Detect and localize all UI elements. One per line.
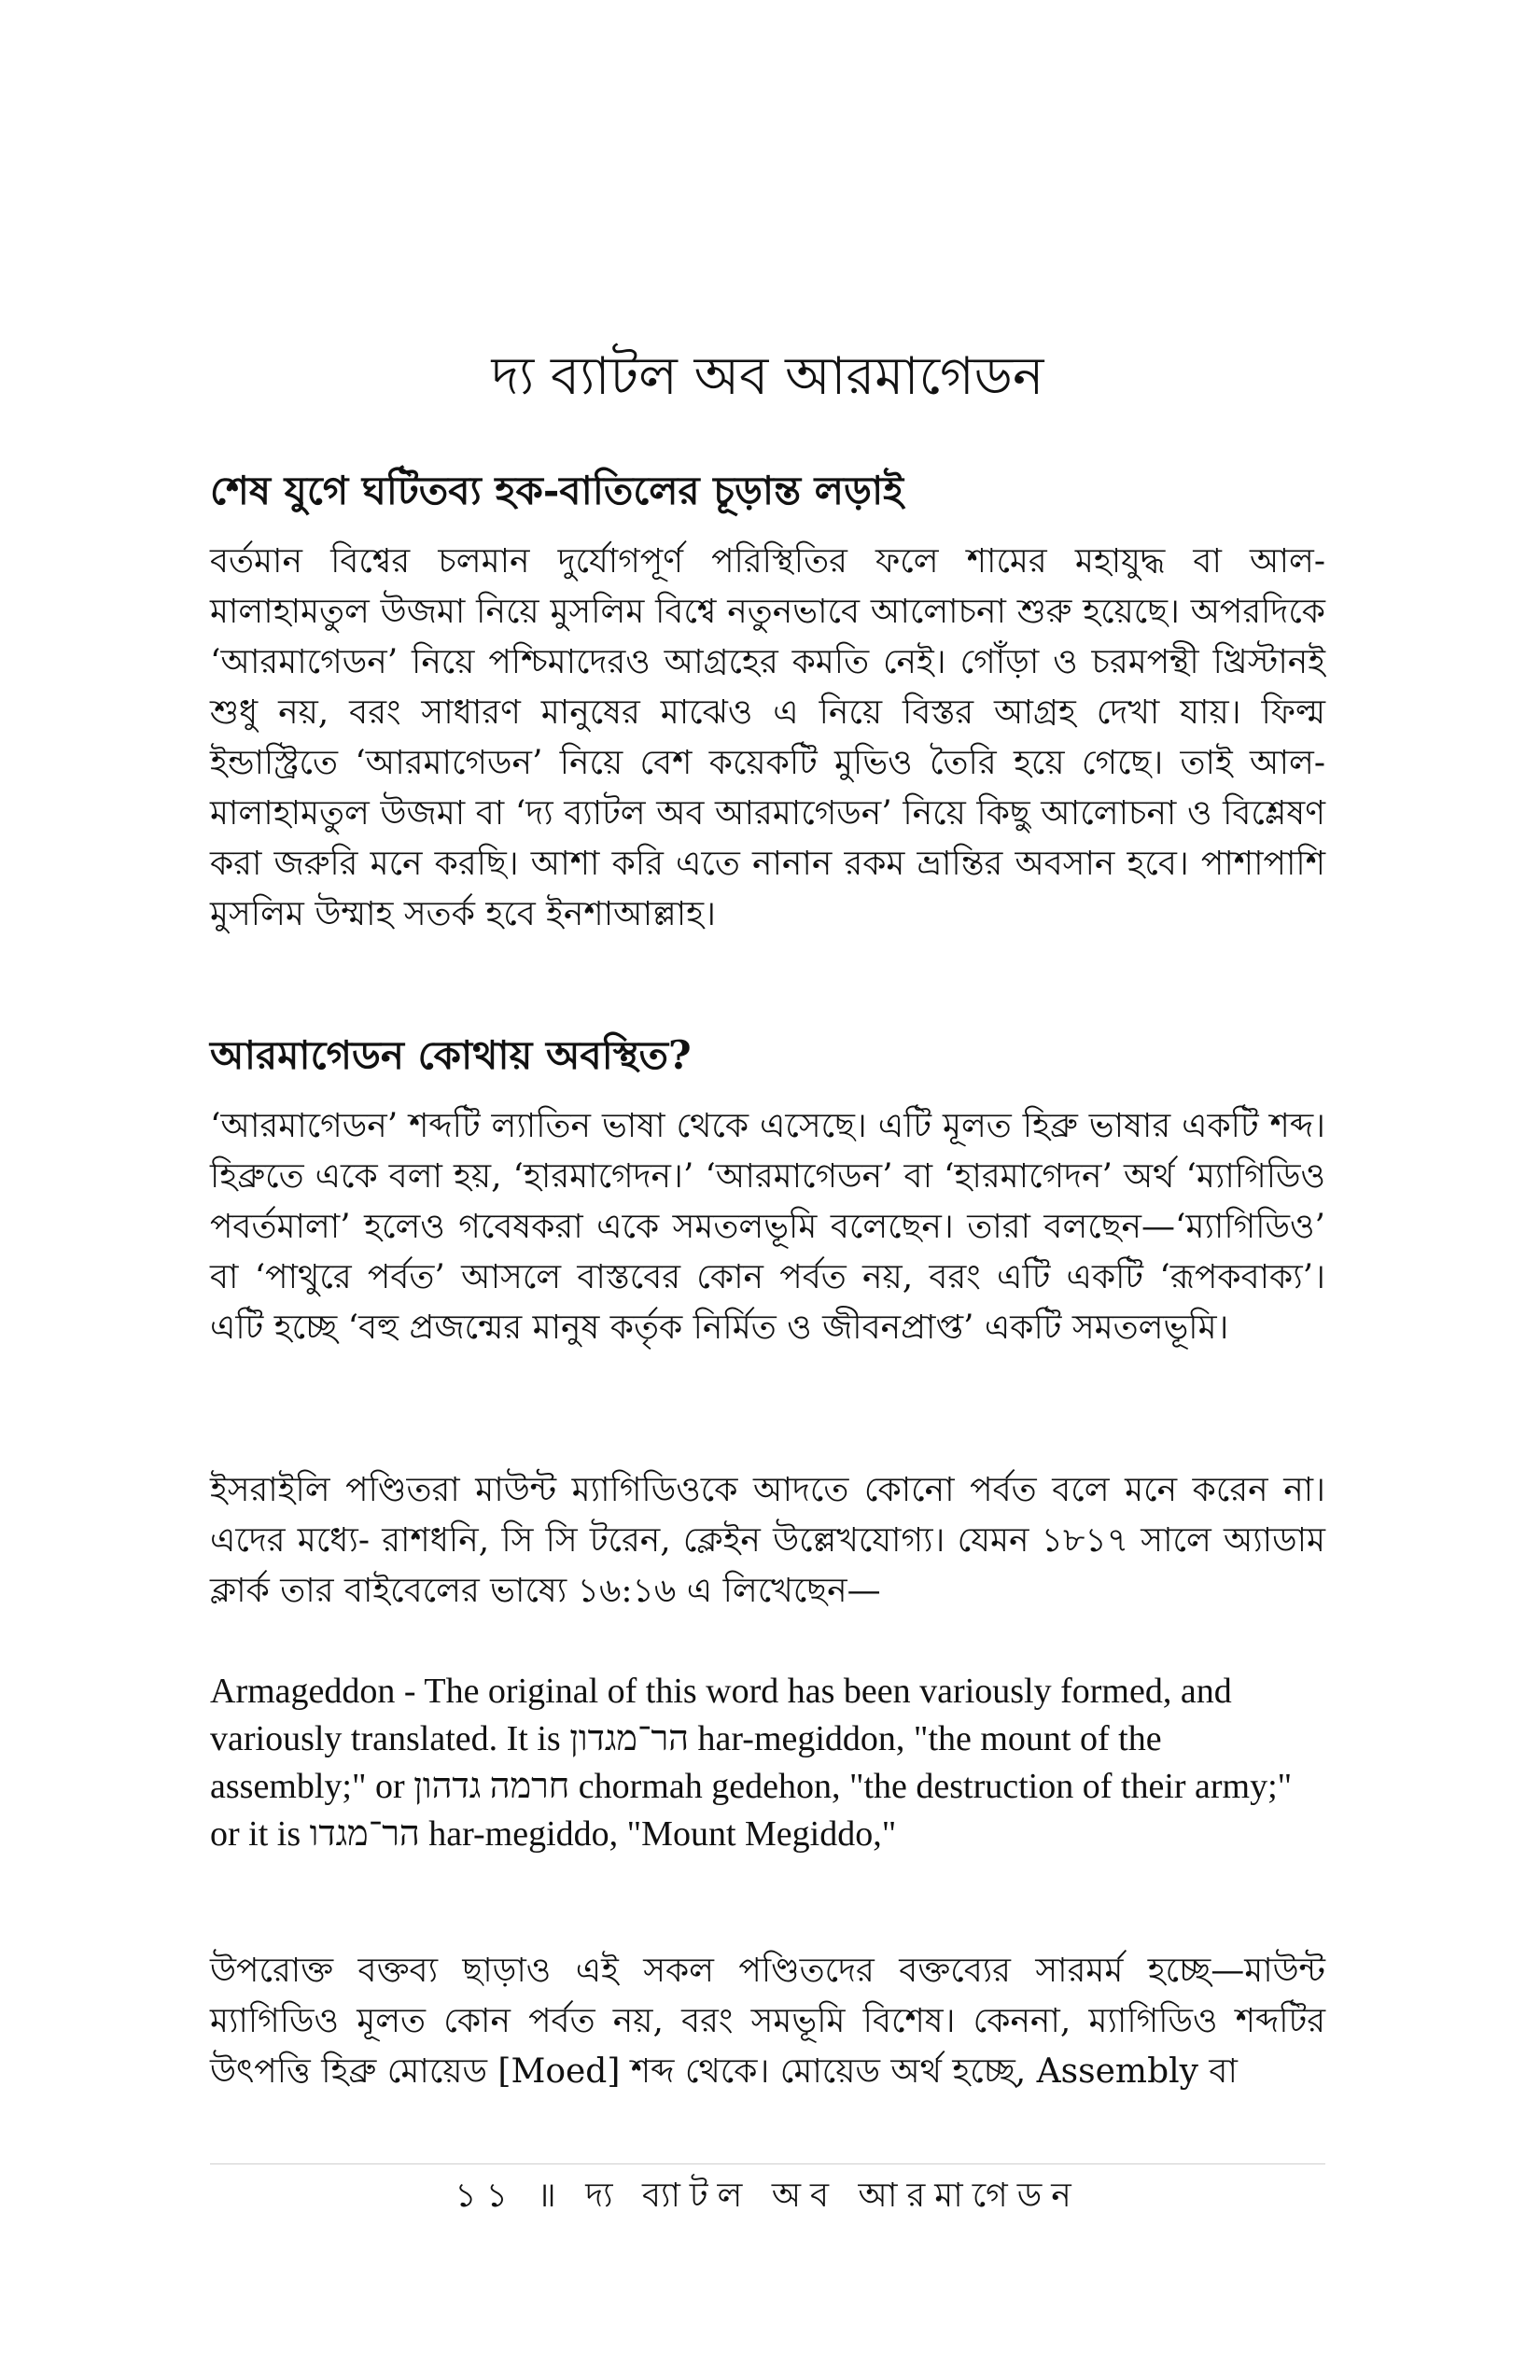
page-title: দ্য ব্যাটল অব আরমাগেডন bbox=[491, 346, 1044, 407]
page-footer: ১১ ॥ দ্য ব্যাটল অব আরমাগেডন bbox=[455, 2177, 1081, 2215]
quote-adam-clarke: Armageddon - The original of this word has been variously formed, and variously translated. It is הר־מגדון har-megiddon, "the mount of the assembly;" or חרמה גדהון chormah gedehon, "the destruction of their army;" or it is הר־מגדו har-megiddo, "Mount Megiddo," bbox=[210, 1672, 1293, 1854]
book-page bbox=[210, 0, 1325, 2380]
paragraph-etymology: ‘আরমাগেডন’ শব্দটি ল্যাতিন ভাষা থেকে এসেছে। এটি মূলত হিব্রু ভাষার একটি শব্দ। হিব্রুতে একে বলা হয়, ‘হারমাগেদন।’ ‘আরমাগেডন’ বা ‘হারমাগেদন’ অর্থ ‘ম্যাগিডিও পবর্তমালা’ হলেও গবেষকরা একে সমতলভূমি বলেছেন। তারা বলছেন—‘ম্যাগিডিও’ বা ‘পাথুরে পর্বত’ আসলে বাস্তবের কোন পর্বত নয়, বরং এটি একটি ‘রূপকবাক্য’। এটি হচ্ছে ‘বহু প্রজন্মের মানুষ কর্তৃক নির্মিত ও জীবনপ্রাপ্ত’ একটি সমতলভূমি। bbox=[210, 1107, 1325, 1347]
paragraph-summary: উপরোক্ত বক্তব্য ছাড়াও এই সকল পণ্ডিতদের বক্তব্যের সারমর্ম হচ্ছে—মাউন্ট ম্যাগিডিও মূলত কোন পর্বত নয়, বরং সমভূমি বিশেষ। কেননা, ম্যাগিডিও শব্দটির উৎপত্তি হিব্রু মোয়েড [Moed] শব্দ থেকে। মোয়েড অর্থ হচ্ছে, Assembly বা bbox=[210, 1952, 1325, 2091]
paragraph-intro: বর্তমান বিশ্বের চলমান দুর্যোগপূর্ণ পরিস্থিতির ফলে শামের মহাযুদ্ধ বা আল-মালাহামতুল উজমা নিয়ে মুসলিম বিশ্বে নতুনভাবে আলোচনা শুরু হয়েছে। অপরদিকে ‘আরমাগেডন’ নিয়ে পশ্চিমাদেরও আগ্রহের কমতি নেই। গোঁড়া ও চরমপন্থী খ্রিস্টানই শুধু নয়, বরং সাধারণ মানুষের মাঝেও এ নিয়ে বিস্তর আগ্রহ দেখা যায়। ফিল্ম ইন্ডাস্ট্রিতে ‘আরমাগেডন’ নিয়ে বেশ কয়েকটি মুভিও তৈরি হয়ে গেছে। তাই আল-মালাহামতুল উজমা বা ‘দ্য ব্যাটল অব আরমাগেডন’ নিয়ে কিছু আলোচনা ও বিশ্লেষণ করা জরুরি মনে করছি। আশা করি এতে নানান রকম ভ্রান্তির অবসান হবে। পাশাপাশি মুসলিম উম্মাহ সতর্ক হবে ইনশাআল্লাহ। bbox=[210, 542, 1325, 933]
section-heading-location: আরমাগেডন কোথায় অবস্থিত? bbox=[210, 1032, 692, 1078]
section-heading-final-battle: শেষ যুগে ঘটিতব্য হক-বাতিলের চূড়ান্ত লড়াই bbox=[210, 468, 903, 513]
footer-divider bbox=[210, 2163, 1325, 2164]
paragraph-israeli-scholars: ইসরাইলি পণ্ডিতরা মাউন্ট ম্যাগিডিওকে আদতে কোনো পর্বত বলে মনে করেন না। এদের মধ্যে- রাশধনি, সি সি টরেন, ক্লেইন উল্লেখযোগ্য। যেমন ১৮১৭ সালে অ্যাডাম ক্লার্ক তার বাইবেলের ভাষ্যে ১৬:১৬ এ লিখেছেন— bbox=[210, 1471, 1325, 1610]
